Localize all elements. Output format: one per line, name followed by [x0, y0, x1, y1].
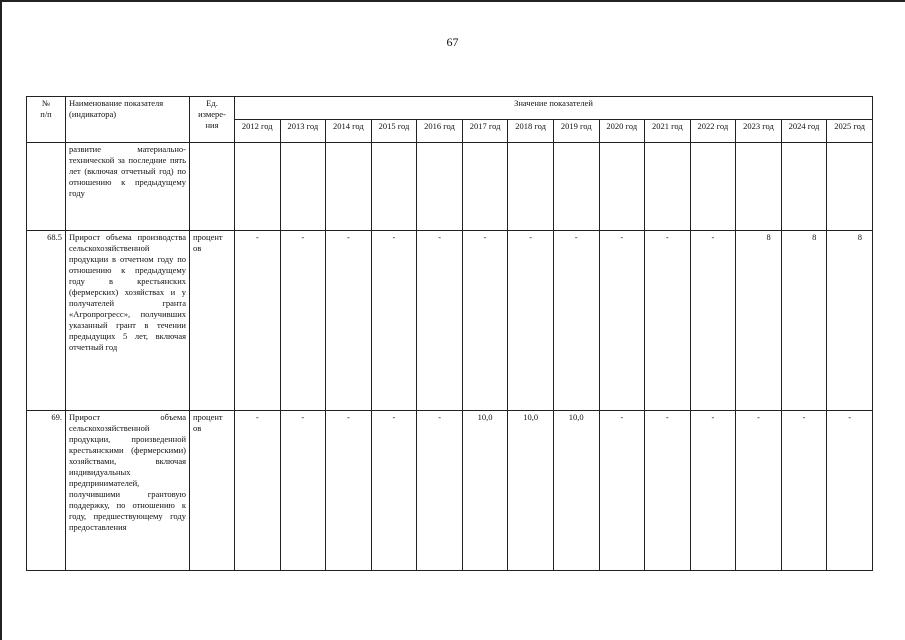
- value-cell: [736, 143, 782, 231]
- indicator-name: Прирост объема производства сельскохозяйственной продукции в отчетном году по отношению к предыдущему году в крестьянских (фермерских) хозяйствах и у получателей гранта «Агропрогресс», получивших указанный грант в течении предыдущих 5 лет, включая отчетный год: [66, 231, 190, 411]
- value-cell: -: [599, 231, 645, 411]
- value-cell: -: [645, 411, 691, 571]
- header-year: 2012 год: [235, 120, 281, 143]
- unit-cell: процент ов: [190, 411, 235, 571]
- value-cell: [553, 143, 599, 231]
- unit-cell: [190, 143, 235, 231]
- row-number: 69.: [27, 411, 66, 571]
- header-year: 2023 год: [736, 120, 782, 143]
- header-unit: Ед. измере- ния: [190, 97, 235, 143]
- header-year: 2018 год: [508, 120, 554, 143]
- value-cell: -: [690, 411, 736, 571]
- value-cell: -: [553, 231, 599, 411]
- value-cell: -: [280, 231, 326, 411]
- header-year: 2024 год: [781, 120, 827, 143]
- value-cell: -: [235, 231, 281, 411]
- value-cell: [326, 143, 372, 231]
- value-cell: -: [326, 411, 372, 571]
- value-cell: [781, 143, 827, 231]
- header-year: 2019 год: [553, 120, 599, 143]
- header-year: 2022 год: [690, 120, 736, 143]
- value-cell: -: [417, 411, 463, 571]
- value-cell: 10,0: [553, 411, 599, 571]
- value-cell: 10,0: [508, 411, 554, 571]
- header-year: 2020 год: [599, 120, 645, 143]
- table-row: [27, 411, 873, 571]
- unit-cell: процент ов: [190, 231, 235, 411]
- header-values-group: Значение показателей: [235, 97, 873, 120]
- value-cell: -: [645, 231, 691, 411]
- value-cell: -: [462, 231, 508, 411]
- row-number: 68.5: [27, 231, 66, 411]
- value-cell: -: [417, 231, 463, 411]
- indicators-table: [26, 96, 873, 571]
- value-cell: 10,0: [462, 411, 508, 571]
- header-year: 2013 год: [280, 120, 326, 143]
- value-cell: -: [508, 231, 554, 411]
- value-cell: -: [736, 411, 782, 571]
- value-cell: [827, 143, 873, 231]
- header-year: 2014 год: [326, 120, 372, 143]
- value-cell: 8: [827, 231, 873, 411]
- indicator-name: развитие материально-технической за последние пять лет (включая отчетный год) по отношению к предыдущему году: [66, 143, 190, 231]
- value-cell: [280, 143, 326, 231]
- value-cell: [599, 143, 645, 231]
- value-cell: -: [371, 231, 417, 411]
- value-cell: [508, 143, 554, 231]
- value-cell: [645, 143, 691, 231]
- value-cell: -: [690, 231, 736, 411]
- table-row: [27, 143, 873, 231]
- value-cell: -: [235, 411, 281, 571]
- header-year: 2021 год: [645, 120, 691, 143]
- value-cell: -: [280, 411, 326, 571]
- row-number: [27, 143, 66, 231]
- page-number: 67: [446, 35, 459, 49]
- table-row: [27, 231, 873, 411]
- value-cell: 8: [736, 231, 782, 411]
- value-cell: -: [781, 411, 827, 571]
- header-year: 2016 год: [417, 120, 463, 143]
- header-num: № п/п: [27, 97, 66, 143]
- value-cell: -: [827, 411, 873, 571]
- value-cell: [462, 143, 508, 231]
- header-row-top: [27, 97, 873, 120]
- value-cell: -: [599, 411, 645, 571]
- value-cell: -: [326, 231, 372, 411]
- value-cell: [690, 143, 736, 231]
- indicator-name: Прирост объема сельскохозяйственной продукции, произведенной крестьянскими (фермерскими) хозяйствами, включая индивидуальных предпринимателей, получившими грантовую поддержку, по отношению к году, предшествующему году предоставления: [66, 411, 190, 571]
- value-cell: [371, 143, 417, 231]
- value-cell: [235, 143, 281, 231]
- value-cell: [417, 143, 463, 231]
- value-cell: -: [371, 411, 417, 571]
- header-year: 2015 год: [371, 120, 417, 143]
- header-year: 2025 год: [827, 120, 873, 143]
- header-name: Наименование показателя (индикатора): [66, 97, 190, 143]
- value-cell: 8: [781, 231, 827, 411]
- header-year: 2017 год: [462, 120, 508, 143]
